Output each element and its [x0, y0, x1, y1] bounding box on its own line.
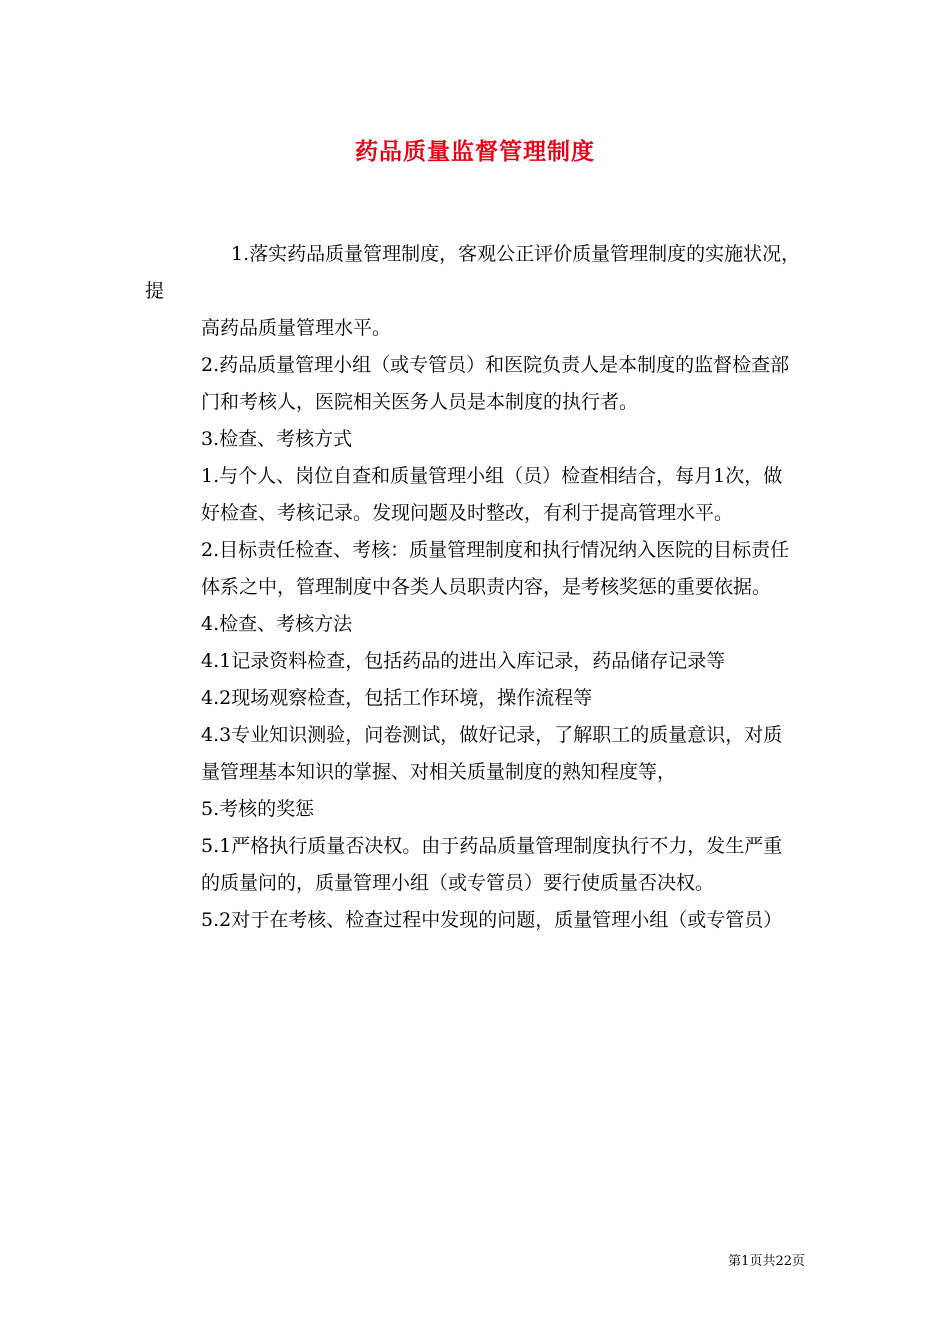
body-paragraph: 5.1严格执行质量否决权。由于药品质量管理制度执行不力，发生严重	[201, 835, 783, 857]
body-paragraph: 体系之中，管理制度中各类人员职责内容，是考核奖惩的重要依据。	[201, 576, 772, 598]
body-paragraph: 量管理基本知识的掌握、对相关质量制度的熟知程度等，	[201, 761, 677, 783]
body-paragraph: 2.药品质量管理小组（或专管员）和医院负责人是本制度的监督检查部	[201, 354, 790, 376]
body-paragraph: 的质量问的，质量管理小组（或专管员）要行使质量否决权。	[201, 872, 715, 894]
body-paragraph: 2.目标责任检查、考核：质量管理制度和执行情况纳入医院的目标责任	[201, 539, 790, 561]
body-paragraph: 4.2现场观察检查，包括工作环境，操作流程等	[201, 687, 593, 709]
body-paragraph: 4.检查、考核方法	[201, 613, 353, 635]
page-number: 第1页共22页	[728, 1254, 805, 1269]
body-paragraph: 好检查、考核记录。发现问题及时整改，有利于提高管理水平。	[201, 502, 734, 524]
document-body	[145, 236, 810, 939]
body-paragraph: 4.1记录资料检查，包括药品的进出入库记录，药品储存记录等	[201, 650, 726, 672]
body-paragraph: 5.2对于在考核、检查过程中发现的问题，质量管理小组（或专管员）	[201, 909, 783, 931]
body-paragraph: 4.3专业知识测验，问卷测试，做好记录，了解职工的质量意识，对质	[201, 724, 783, 746]
body-paragraph: 5.考核的奖惩	[201, 798, 315, 820]
body-paragraph: 1.与个人、岗位自查和质量管理小组（员）检查相结合，每月1次，做	[201, 465, 783, 487]
body-paragraph: 门和考核人，医院相关医务人员是本制度的执行者。	[201, 391, 639, 413]
body-paragraph: 1.落实药品质量管理制度，客观公正评价质量管理制度的实施状况，提	[145, 243, 801, 302]
body-paragraph: 3.检查、考核方式	[201, 428, 353, 450]
document-title: 药品质量监督管理制度	[355, 138, 595, 165]
body-paragraph: 高药品质量管理水平。	[201, 317, 392, 339]
